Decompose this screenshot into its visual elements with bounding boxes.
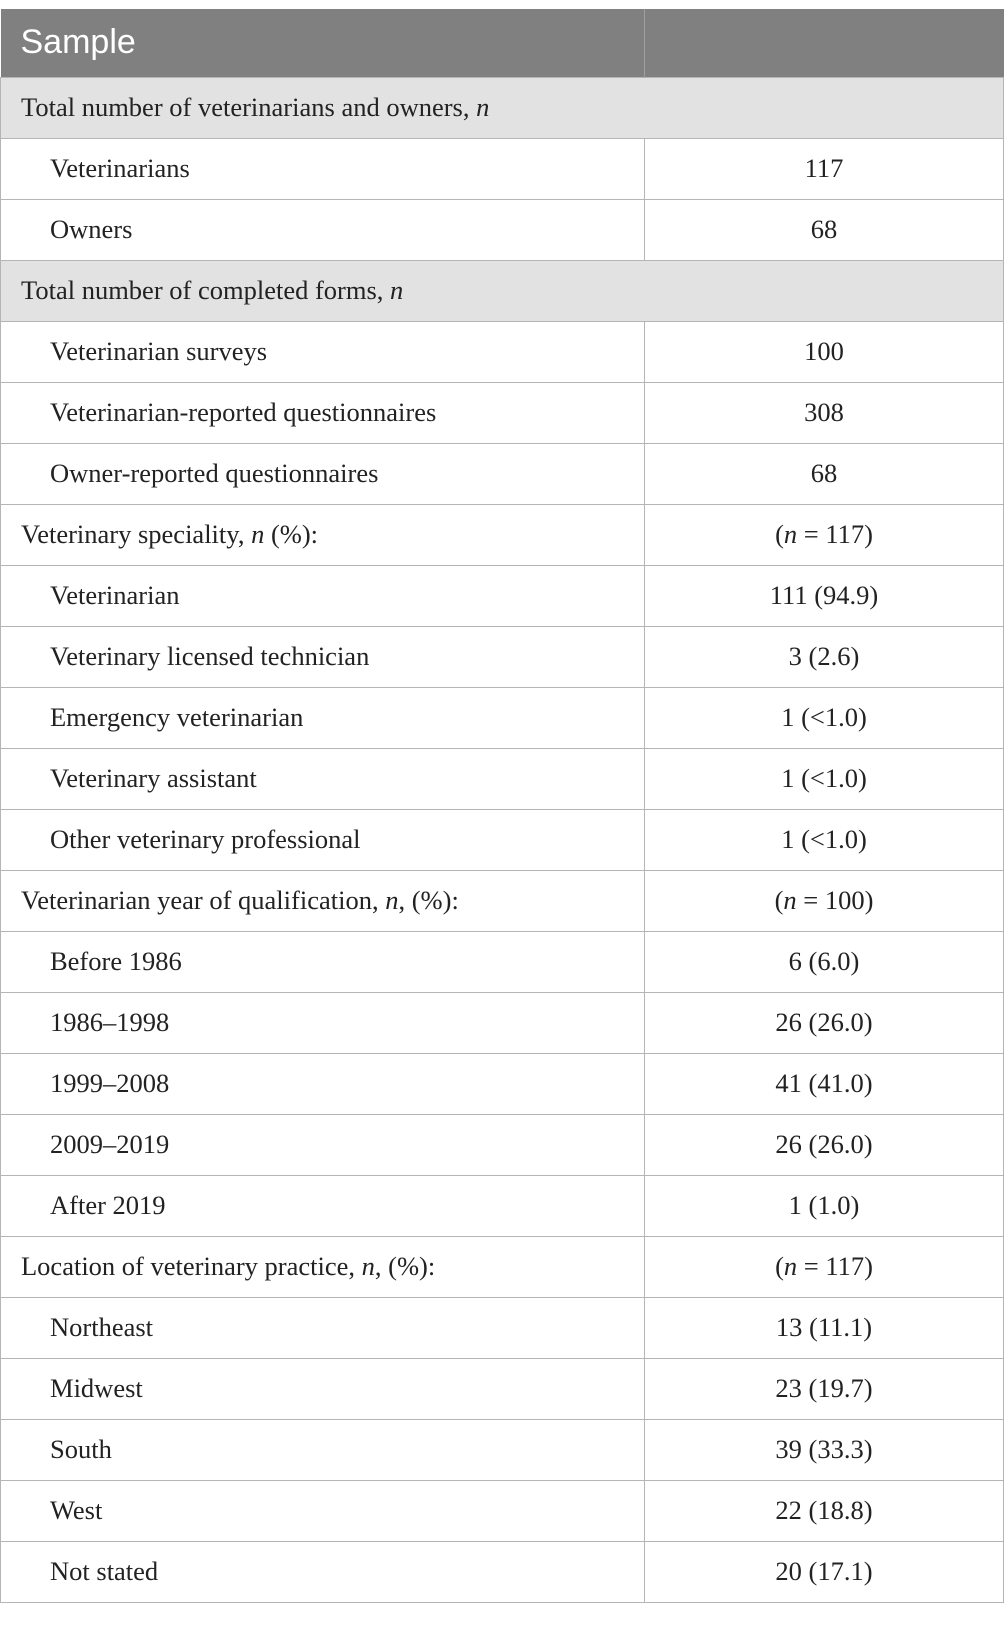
- row-value: 68: [645, 443, 1004, 504]
- section-forms-row: [1, 260, 1004, 321]
- table-row: [1, 1175, 1004, 1236]
- table-row: [1, 138, 1004, 199]
- n-italic: n: [783, 885, 797, 915]
- table-row: [1, 1541, 1004, 1602]
- table-row: [1, 809, 1004, 870]
- header-value: [645, 9, 1004, 77]
- table-row: [1, 443, 1004, 504]
- section-qualification-n: [645, 870, 1004, 931]
- section-qualification-title: [1, 870, 645, 931]
- n-italic: n: [783, 1251, 798, 1281]
- table-row: [1, 565, 1004, 626]
- row-label: Veterinarian-reported questionnaires: [1, 382, 645, 443]
- n-close: = 117): [797, 519, 873, 549]
- row-value: 111 (94.9): [645, 565, 1004, 626]
- header-row: [1, 9, 1004, 77]
- row-value: 117: [645, 138, 1004, 199]
- section-title-text: Total number of veterinarians and owners,: [21, 92, 477, 122]
- row-label: 1986–1998: [1, 992, 645, 1053]
- row-value: 68: [645, 199, 1004, 260]
- row-label: South: [1, 1419, 645, 1480]
- n-italic: n: [783, 519, 798, 549]
- section-location-row: [1, 1236, 1004, 1297]
- section-title-n: n: [361, 1251, 375, 1281]
- row-label: Veterinarian: [1, 565, 645, 626]
- section-title-suffix: , (%):: [374, 1251, 436, 1281]
- table-row: [1, 687, 1004, 748]
- n-open: (: [775, 519, 784, 549]
- row-label: West: [1, 1480, 645, 1541]
- table-row: [1, 748, 1004, 809]
- row-value: 100: [645, 321, 1004, 382]
- row-label: Before 1986: [1, 931, 645, 992]
- section-title-n: n: [390, 275, 404, 305]
- row-label: Owners: [1, 199, 645, 260]
- table-row: [1, 1419, 1004, 1480]
- row-label: Other veterinary professional: [1, 809, 645, 870]
- section-forms-title: [1, 260, 1004, 321]
- row-label: 2009–2019: [1, 1114, 645, 1175]
- section-totals-title: [1, 77, 1004, 138]
- table-row: [1, 382, 1004, 443]
- table-row: [1, 626, 1004, 687]
- row-label: Veterinary assistant: [1, 748, 645, 809]
- row-label: Not stated: [1, 1541, 645, 1602]
- sample-table: [0, 9, 1004, 1603]
- row-value: 1 (1.0): [645, 1175, 1004, 1236]
- n-open: (: [774, 885, 784, 915]
- row-label: Veterinarians: [1, 138, 645, 199]
- section-speciality-n: [645, 504, 1004, 565]
- table-row: [1, 1297, 1004, 1358]
- table-row: [1, 1480, 1004, 1541]
- n-close: = 117): [797, 1251, 873, 1281]
- row-label: After 2019: [1, 1175, 645, 1236]
- section-totals-row: [1, 77, 1004, 138]
- row-value: 308: [645, 382, 1004, 443]
- row-value: 41 (41.0): [645, 1053, 1004, 1114]
- table-row: [1, 1053, 1004, 1114]
- section-title-n: n: [251, 519, 265, 549]
- row-value: 1 (<1.0): [645, 687, 1004, 748]
- section-location-n: [645, 1236, 1004, 1297]
- row-label: Owner-reported questionnaires: [1, 443, 645, 504]
- table-row: [1, 321, 1004, 382]
- row-value: 6 (6.0): [645, 931, 1004, 992]
- table-row: [1, 199, 1004, 260]
- row-value: 13 (11.1): [645, 1297, 1004, 1358]
- row-value: 39 (33.3): [645, 1419, 1004, 1480]
- section-location-title: [1, 1236, 645, 1297]
- row-label: 1999–2008: [1, 1053, 645, 1114]
- row-value: 26 (26.0): [645, 992, 1004, 1053]
- table-body: [1, 77, 1004, 1602]
- row-label: Northeast: [1, 1297, 645, 1358]
- row-label: Veterinarian surveys: [1, 321, 645, 382]
- section-title-text: Total number of completed forms,: [21, 275, 391, 305]
- section-title-n: n: [385, 885, 399, 915]
- row-value: 26 (26.0): [645, 1114, 1004, 1175]
- section-title-suffix: (%):: [264, 519, 319, 549]
- row-value: 20 (17.1): [645, 1541, 1004, 1602]
- row-value: 3 (2.6): [645, 626, 1004, 687]
- section-title-suffix: , (%):: [398, 885, 459, 915]
- row-value: 1 (<1.0): [645, 748, 1004, 809]
- row-value: 1 (<1.0): [645, 809, 1004, 870]
- section-title-text: Veterinary speciality,: [21, 519, 252, 549]
- section-speciality-row: [1, 504, 1004, 565]
- row-label: Midwest: [1, 1358, 645, 1419]
- row-value: 22 (18.8): [645, 1480, 1004, 1541]
- section-title-text: Veterinarian year of qualification,: [21, 885, 386, 915]
- header-sample: Sample: [1, 9, 645, 77]
- n-open: (: [775, 1251, 784, 1281]
- table-header: [1, 9, 1004, 77]
- row-label: Emergency veterinarian: [1, 687, 645, 748]
- table-row: [1, 1114, 1004, 1175]
- table-row: [1, 931, 1004, 992]
- table-row: [1, 992, 1004, 1053]
- row-value: 23 (19.7): [645, 1358, 1004, 1419]
- n-close: = 100): [796, 885, 874, 915]
- section-speciality-title: [1, 504, 645, 565]
- section-qualification-row: [1, 870, 1004, 931]
- section-title-n: n: [476, 92, 490, 122]
- row-label: Veterinary licensed technician: [1, 626, 645, 687]
- table-row: [1, 1358, 1004, 1419]
- section-title-text: Location of veterinary practice,: [21, 1251, 362, 1281]
